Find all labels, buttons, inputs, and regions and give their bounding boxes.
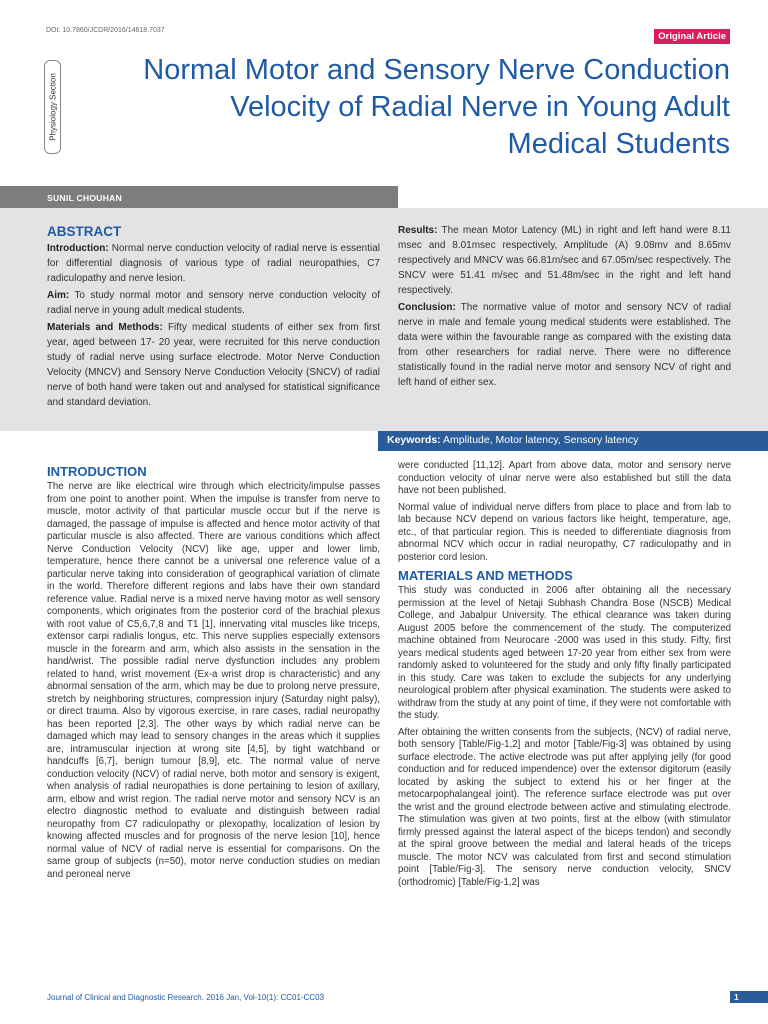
body-left-column — [47, 460, 380, 885]
introduction-label: Introduction: — [47, 243, 109, 254]
methods-heading: MATERIALS AND METHODS — [398, 568, 573, 583]
page-number: 1 — [730, 991, 768, 1003]
keywords-text: Amplitude, Motor latency, Sensory latency — [440, 434, 639, 446]
abstract-aim — [47, 288, 380, 318]
abstract-conclusion — [398, 300, 731, 390]
conclusion-label: Conclusion: — [398, 302, 456, 313]
abstract-right-column — [398, 223, 731, 392]
methods-paragraph-2: After obtaining the written consents from the subjects, (NCV) of radial nerve, both sensory [Table/Fig-1,2] and motor [Table/Fig-3] was obtained by using surface electrode. The active electrode was put after applying jelly (for good conduction and for reduced impendence) over the extensor digitorum (easily located by asking the subject to extend his or her finger at the metocarpophalangeal joint). The reference surface electrode was put over the wrist and the ground electrode between active and stimulating electrode. The stimulation was given at two points, first at the elbow (with stimulator firmly pressed against the lateral aspect of the biceps tendon) and secondly at the spiral groove between the medial and lateral heads of the triceps muscle. The motor NCV was calculated from first and second stimulation point [Table/Fig-3]. The sensory nerve conduction velocity, SNCV (orthodromic) [Table/Fig-1,2] was — [398, 726, 731, 888]
methods-label: Materials and Methods: — [47, 322, 163, 333]
right-paragraph-1: were conducted [11,12]. Apart from above data, motor and sensory nerve conduction velocity of ulnar nerve were also established but still the data have not been published. — [398, 460, 731, 496]
footer-journal: Journal of Clinical and Diagnostic Research. 2016 Jan, Vol-10(1): CC01-CC03 — [47, 993, 325, 1002]
introduction-text: Normal nerve conduction velocity of radial nerve is essential for differential diagnosis of various type of radial neuropathies, C7 radiculopathy and nerve lesion. — [47, 243, 380, 284]
conclusion-text: The normative value of motor and sensory NCV of radial nerve in male and female young medical students were established. The data were within the favourable range as compared with the existing data from other researchers for radial nerve. There were no difference statistically found in the radial nerve motor and sensory NCV of right and left hand of either sex. — [398, 302, 731, 388]
section-tag — [44, 60, 61, 154]
abstract-box — [0, 208, 768, 431]
doi-text: DOI: 10.7860/JCDR/2016/14618.7037 — [46, 27, 165, 34]
keywords-label: Keywords: — [387, 434, 441, 446]
article-type-badge: Original Article — [654, 29, 730, 44]
abstract-introduction — [47, 241, 380, 286]
keywords-bar — [378, 431, 768, 451]
aim-label: Aim: — [47, 290, 70, 301]
right-paragraph-2: Normal value of individual nerve differs from place to place and from lab to lab because NCV depend on various factors like height, temperature, age, etc., of that particular region. This is needed to differentiate diagnosis from abnormal NCV which occur in radial neuropathy, C7 radiculopathy and in posterior cord lesion. — [398, 501, 731, 563]
methods-text: Fifty medical students of either sex from first year, aged between 17- 20 year, were recruited for this nerve conduction study of radial nerve using surface electrode. Motor Nerve Conduction Velocity (MNCV) and Sensory Nerve Conduction Velocity (SNCV) of radial nerve of both hand were taken out and analysed for statistical significance and standard deviation. — [47, 322, 380, 408]
methods-paragraph-1: This study was conducted in 2006 after obtaining all the necessary permission at the level of Netaji Subhash Chandra Bose (NSCB) Medical College, and Jabalpur University. The ethical clearance was taken during August 2005 before the commencement of the study. The computerized machine obtained from Neurocare -2000 was used in this study. Fifty, first years medical students aged between 17-20 year from either sex from were randomly asked to volunteered for the study and only fifty finally participated in this study. Care was taken to exclude the subjects for any underlying neurological problem after physical examination. The students were asked to withdraw from the study at any point of time, if they were not comfortable with the study. — [398, 585, 731, 721]
introduction-paragraph: The nerve are like electrical wire through which electricity/impulse passes from one point to another point. When the impulse is transfer from nerve to muscle, motor activity of that particular muscle occur but if the nerve is damaged, the passage of impulse is affected and hence motor activity of that particular muscle is also affected. There are various conditions which affect Nerve Conduction Velocity (NCV) like age, upper and lower limb, temperature, hence there cannot be a universal one reference value of a particular nerve taking into consideration of geographical variation of climate in the world. Therefore different regions and labs have their own standard reference value. Radial nerve is a mixed nerve having motor as well sensory components, which originates from the posterior cord of the brachial plexus with root value of C5,6,7,8 and T1 [1], innervating vital muscles like triceps, extensor carpi radialis longus, etc. This nerve supplies especially extensors muscle in the forearm and arm, which also assists in the sensation in the hand/wrist. The possible radial nerve dysfunction includes any problem related to hand, wrist movement (Ex-a wrist drop is characteristic) and any abnormal sensation of the arm, which may be due to prolong nerve pressure, stretch by neighboring structures, compression injury (Saturday night palsy), or direct trauma. Also by vigorous exercise, in rare cases, radial neuropathy has been reported [2,3]. The other ways by which radial nerve can be damaged which may lead to sensory changes in the areas which it supplies are, intramuscular injection at wrong site [4,5], by tight watchband or handcuffs [6,7], benign tumour [8,9], etc. The normal value of nerve conduction velocity (NCV) of radial nerve, both motor and sensory is exigent, when analysis of radial neuropathies is done pertaining to lesion of axillary, arm, elbow and wrist region. The radial nerve motor and sensory NCV is an electro diagnostic method to evaluate and distinguish between radial neuropathy from C7 radiculopathy or plexopathy, localization of lesion by knowing affected muscles and for prognosis of the nerve lesion [10], hence normal value of NCV of radial nerve is essential for comparisons. On the same group of subjects (n=50), motor nerve conduction studies on median and peroneal nerve — [47, 481, 380, 880]
article-title: Normal Motor and Sensory Nerve Conduction Velocity of Radial Nerve in Young Adult Medical Students — [143, 54, 730, 160]
abstract-methods — [47, 320, 380, 410]
aim-text: To study normal motor and sensory nerve conduction velocity of radial nerve in young adult medical students. — [47, 290, 380, 316]
abstract-heading: ABSTRACT — [47, 224, 122, 239]
results-label: Results: — [398, 225, 438, 236]
author-bar: SUNIL CHOUHAN — [0, 186, 398, 208]
abstract-results — [398, 223, 731, 298]
introduction-heading: INTRODUCTION — [47, 464, 147, 479]
section-label: Physiology Section — [48, 73, 57, 141]
body-right-column — [398, 460, 731, 893]
results-text: The mean Motor Latency (ML) in right and left hand were 8.11 msec and 8.01msec respectively, Amplitude (A) 9.08mv and 8.65mv respectively and MNCV was 66.81m/sec and 67.05m/sec respectively. The SNCV were 51.41 m/sec and 51.48m/sec in the right and left hand respectively. — [398, 225, 731, 296]
abstract-left-column — [47, 208, 380, 412]
